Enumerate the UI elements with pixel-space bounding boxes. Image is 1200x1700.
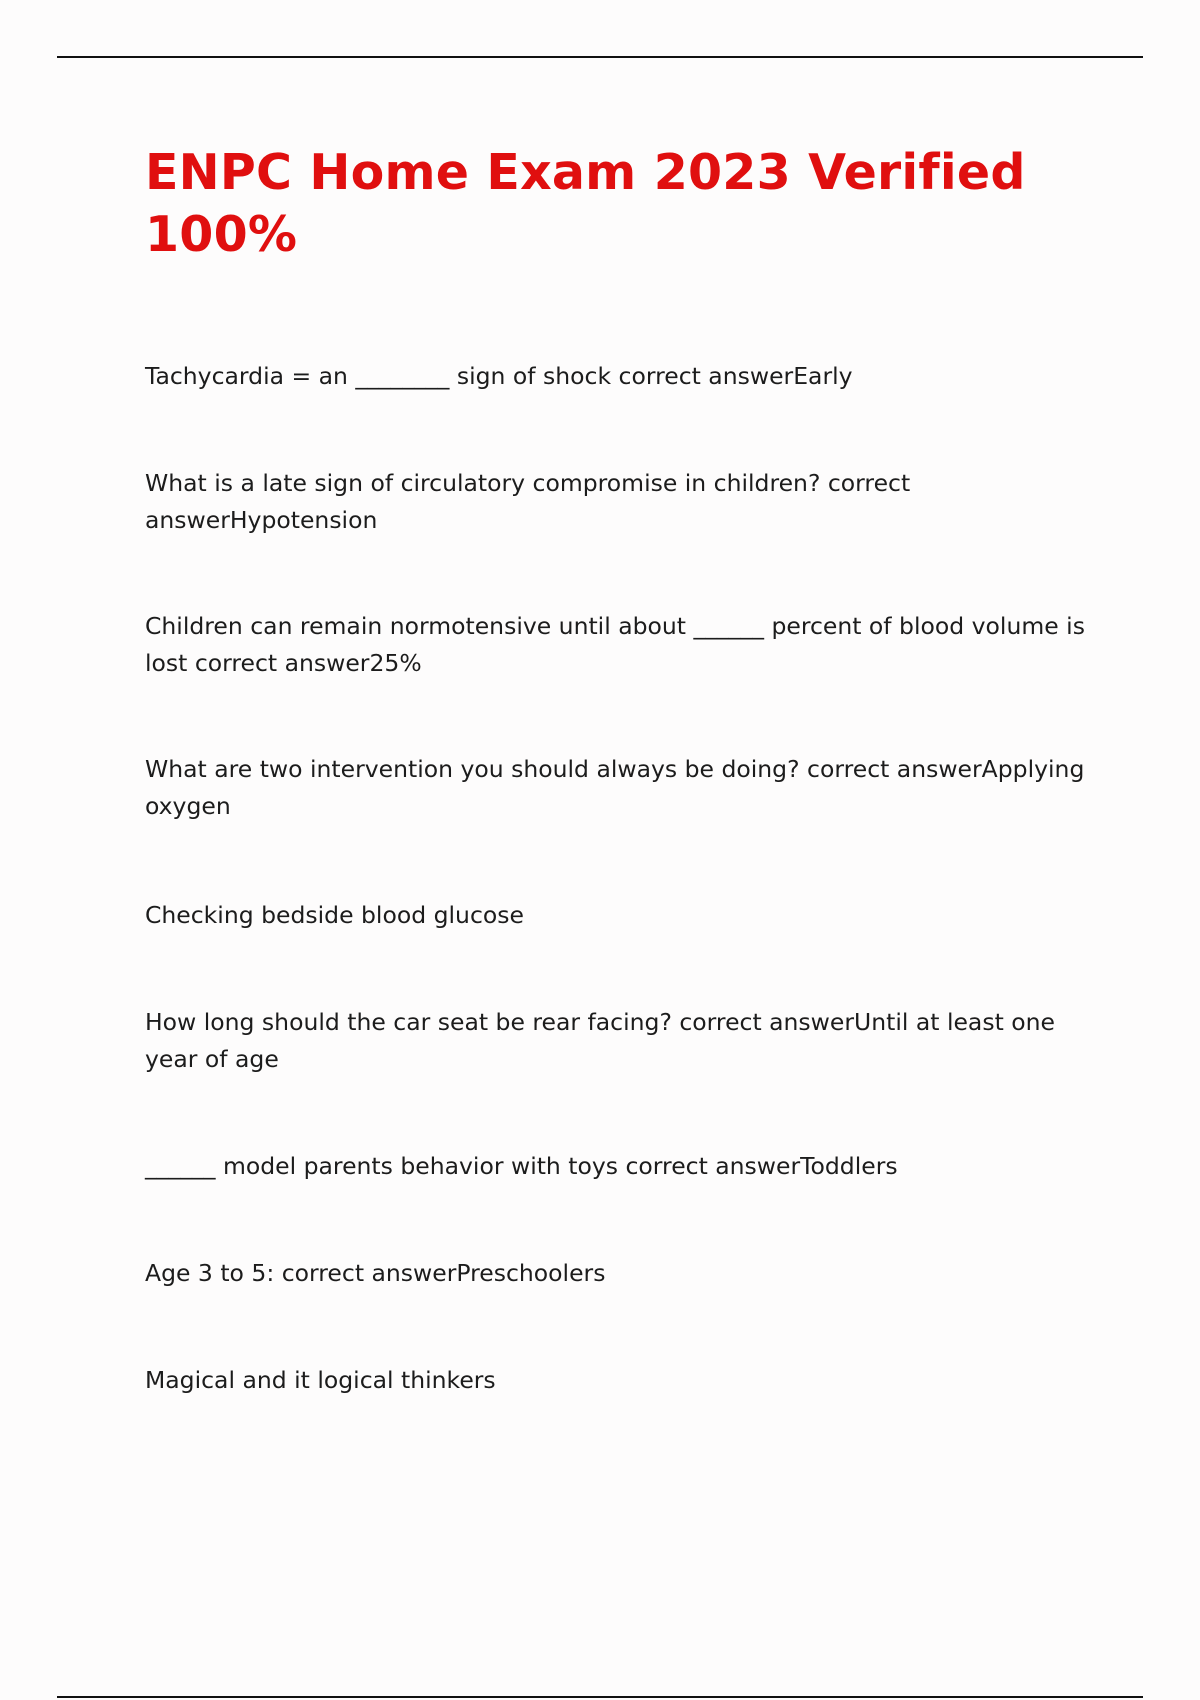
qa-entry: What is a late sign of circulatory compromise in children? correct answerHypotension bbox=[145, 469, 911, 534]
qa-entry: Magical and it logical thinkers bbox=[145, 1366, 496, 1394]
qa-entry: How long should the car seat be rear facing? correct answerUntil at least one year of age bbox=[145, 1008, 1055, 1073]
document-title: ENPC Home Exam 2023 Verified 100% bbox=[145, 144, 1026, 263]
qa-entry: Children can remain normotensive until about ______ percent of blood volume is lost correct answer25% bbox=[145, 612, 1085, 677]
qa-entry: What are two intervention you should always be doing? correct answerApplying oxygen bbox=[145, 755, 1085, 820]
qa-entry: ______ model parents behavior with toys correct answerToddlers bbox=[145, 1152, 898, 1180]
qa-entry: Checking bedside blood glucose bbox=[145, 901, 524, 929]
footer-divider bbox=[57, 1696, 1143, 1698]
qa-entry: Age 3 to 5: correct answerPreschoolers bbox=[145, 1259, 606, 1287]
header-divider bbox=[57, 56, 1143, 58]
qa-entry: Tachycardia = an ________ sign of shock correct answerEarly bbox=[145, 362, 853, 390]
